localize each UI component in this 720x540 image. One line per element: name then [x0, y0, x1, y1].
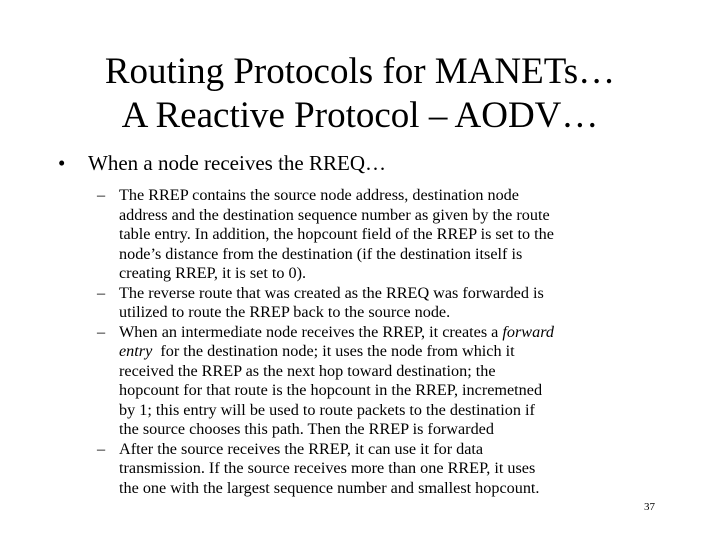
- dash-marker: –: [97, 322, 106, 341]
- sub-bullet: [97, 284, 677, 323]
- text-line: by 1; this entry will be used to route packets to the destination if: [119, 400, 535, 419]
- text-line: table entry. In addition, the hopcount field of the RREP is set to the: [119, 225, 554, 243]
- italic-term: entry: [119, 342, 153, 360]
- text-line: the source chooses this path. Then the RREP is forwarded: [119, 420, 494, 438]
- title-line-2: A Reactive Protocol – AODV…: [121, 95, 599, 136]
- text-line: [119, 342, 677, 362]
- text-line: After the source receives the RREP, it can use it for data: [119, 439, 484, 458]
- bullet-marker: •: [58, 151, 66, 175]
- sub-bullet: [97, 440, 677, 499]
- text-line: creating RREP, it is set to 0).: [119, 264, 307, 282]
- text-line: [119, 323, 677, 343]
- text-line: transmission. If the source receives more than one RREP, it uses: [119, 459, 536, 477]
- dash-marker: –: [97, 283, 106, 302]
- bullet-text: When a node receives the RREQ…: [88, 151, 386, 175]
- sub-bullet-list: [97, 186, 677, 498]
- text-run: for the destination node; it uses the node from which it: [152, 342, 515, 360]
- text-line: hopcount for that route is the hopcount in the RREP, incremetned: [119, 381, 543, 399]
- slide-title: [0, 50, 720, 138]
- text-line: address and the destination sequence number as given by the route: [119, 205, 550, 224]
- dash-marker: –: [97, 186, 106, 204]
- text-line: node’s distance from the destination (if the destination itself is: [119, 244, 523, 263]
- sub-bullet: [97, 323, 677, 440]
- title-line-1: Routing Protocols for MANETs…: [104, 51, 616, 92]
- text-line: received the RREP as the next hop toward destination; the: [119, 361, 496, 380]
- dash-marker: –: [97, 439, 106, 458]
- text-line: The reverse route that was created as the RREQ was forwarded is: [119, 283, 544, 302]
- page-number: 37: [644, 501, 655, 513]
- italic-term: forward: [502, 322, 554, 341]
- text-line: the one with the largest sequence number and smallest hopcount.: [119, 478, 540, 497]
- text-line: The RREP contains the source node address, destination node: [119, 186, 519, 204]
- sub-bullet: [97, 186, 677, 284]
- text-line: utilized to route the RREP back to the source node.: [119, 303, 451, 321]
- text-run: When an intermediate node receives the RREP, it creates a: [119, 322, 503, 341]
